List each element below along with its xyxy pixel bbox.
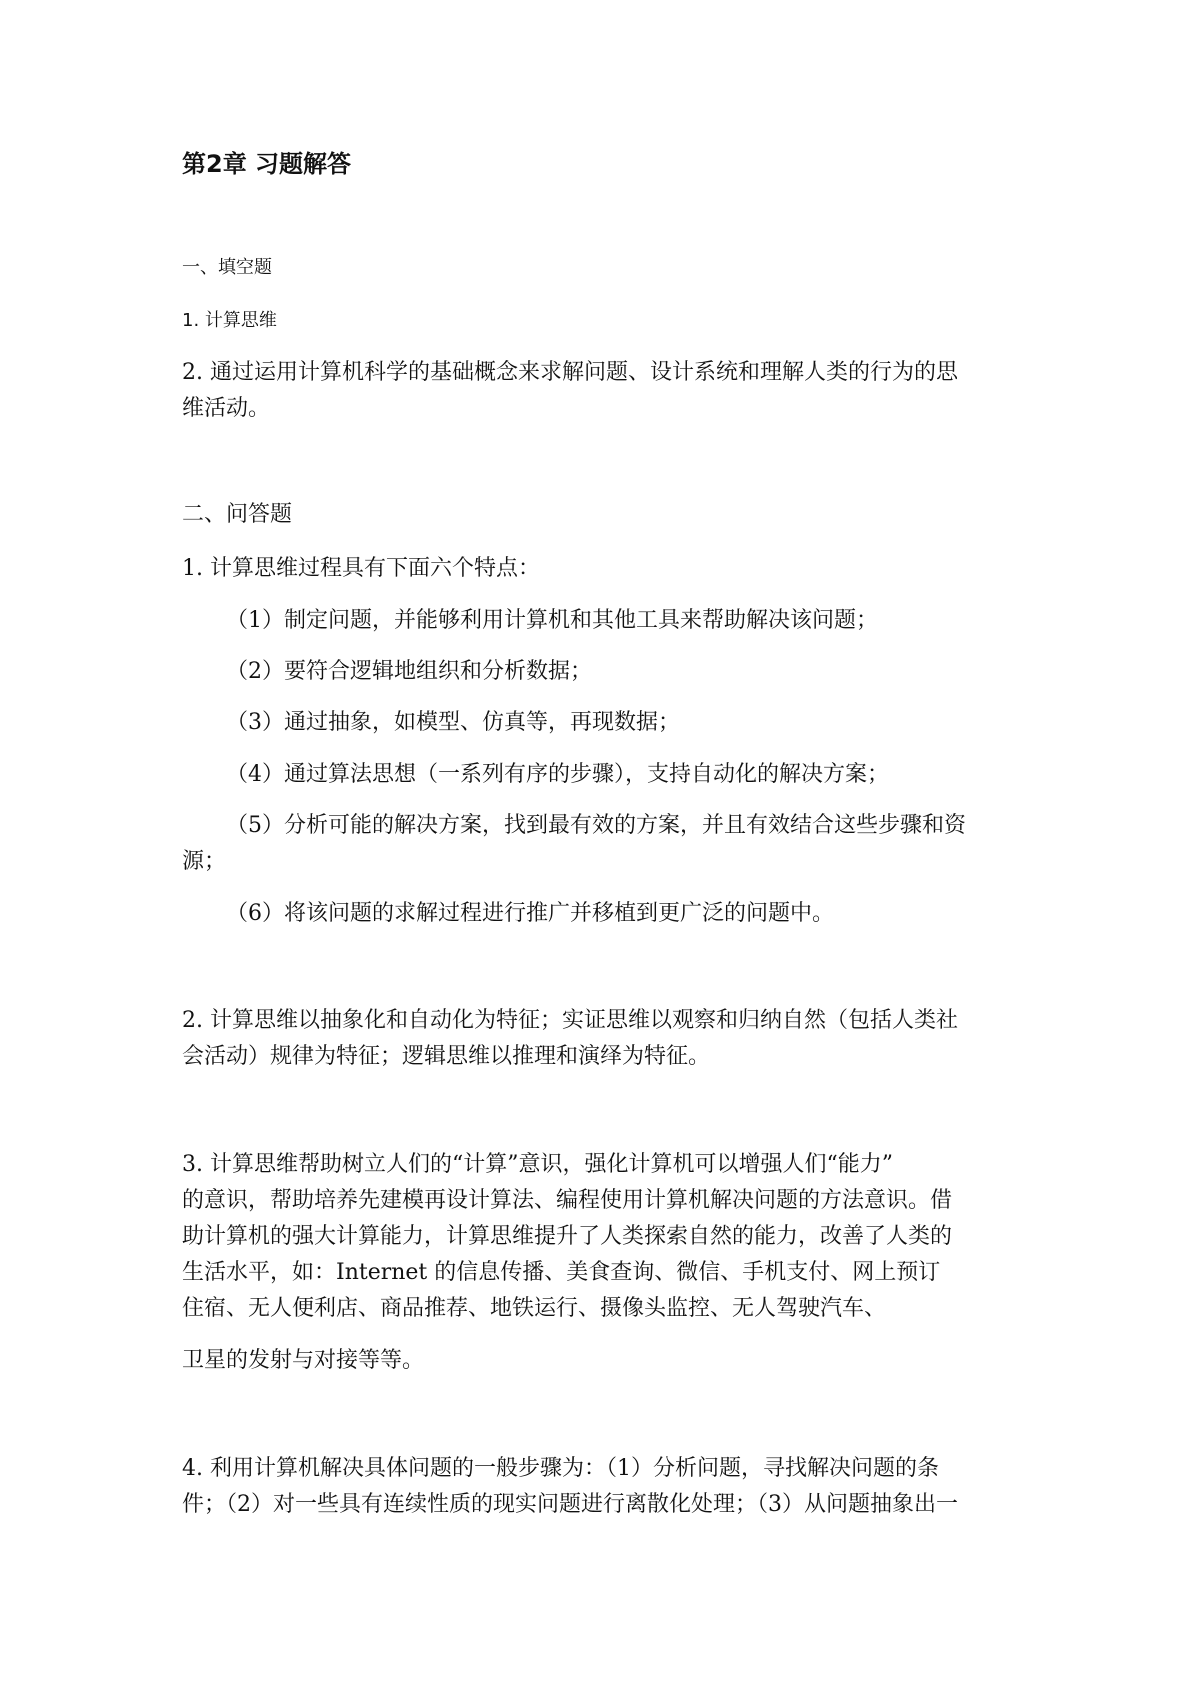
qa-answer-3-line-6: 卫星的发射与对接等等。 [182, 1348, 425, 1373]
qa-answer-1-point-5: （5）分析可能的解决方案，找到最有效的方案，并且有效结合这些步骤和资 [226, 813, 966, 838]
qa-answer-2-line-1: 2. 计算思维以抽象化和自动化为特征；实证思维以观察和归纳自然（包括人类社 [182, 1008, 958, 1033]
qa-answer-1-point-3: （3）通过抽象，如模型、仿真等，再现数据； [226, 710, 680, 735]
section-heading-qa: 二、问答题 [182, 502, 293, 527]
qa-answer-1-point-1: （1）制定问题，并能够利用计算机和其他工具来帮助解决该问题； [226, 608, 878, 633]
qa-answer-3-line-3: 助计算机的强大计算能力，计算思维提升了人类探索自然的能力，改善了人类的 [182, 1224, 953, 1249]
qa-answer-4-line-2: 件；（2）对一些具有连续性质的现实问题进行离散化处理；（3）从问题抽象出一 [182, 1492, 958, 1517]
qa-answer-1-intro: 1. 计算思维过程具有下面六个特点： [182, 556, 540, 581]
qa-answer-4-line-1: 4. 利用计算机解决具体问题的一般步骤为：（1）分析问题，寻找解决问题的条 [182, 1456, 939, 1481]
qa-answer-1-point-2: （2）要符合逻辑地组织和分析数据； [226, 659, 592, 684]
chapter-title: 第2章 习题解答 [182, 150, 352, 178]
qa-answer-1-point-4: （4）通过算法思想（一系列有序的步骤），支持自动化的解决方案； [226, 762, 889, 787]
section-heading-fill-in: 一、填空题 [182, 257, 272, 278]
qa-answer-3-line-1: 3. 计算思维帮助树立人们的“计算”意识，强化计算机可以增强人们“能力” [182, 1152, 893, 1177]
qa-answer-3-line-2: 的意识，帮助培养先建模再设计算法、编程使用计算机解决问题的方法意识。借 [182, 1188, 953, 1213]
qa-answer-3-line-5: 住宿、无人便利店、商品推荐、地铁运行、摄像头监控、无人驾驶汽车、 [182, 1296, 887, 1321]
fill-in-answer-1: 1. 计算思维 [182, 310, 277, 331]
qa-answer-1-point-5-cont: 源； [182, 849, 227, 874]
qa-answer-3-line-4: 生活水平，如：Internet 的信息传播、美食查询、微信、手机支付、网上预订 [182, 1260, 941, 1285]
fill-in-answer-2-line-1: 2. 通过运用计算机科学的基础概念来求解问题、设计系统和理解人类的行为的思 [182, 360, 958, 385]
fill-in-answer-2-line-2: 维活动。 [182, 396, 271, 421]
qa-answer-2-line-2: 会活动）规律为特征；逻辑思维以推理和演绎为特征。 [182, 1044, 711, 1069]
qa-answer-1-point-6: （6）将该问题的求解过程进行推广并移植到更广泛的问题中。 [226, 901, 834, 926]
